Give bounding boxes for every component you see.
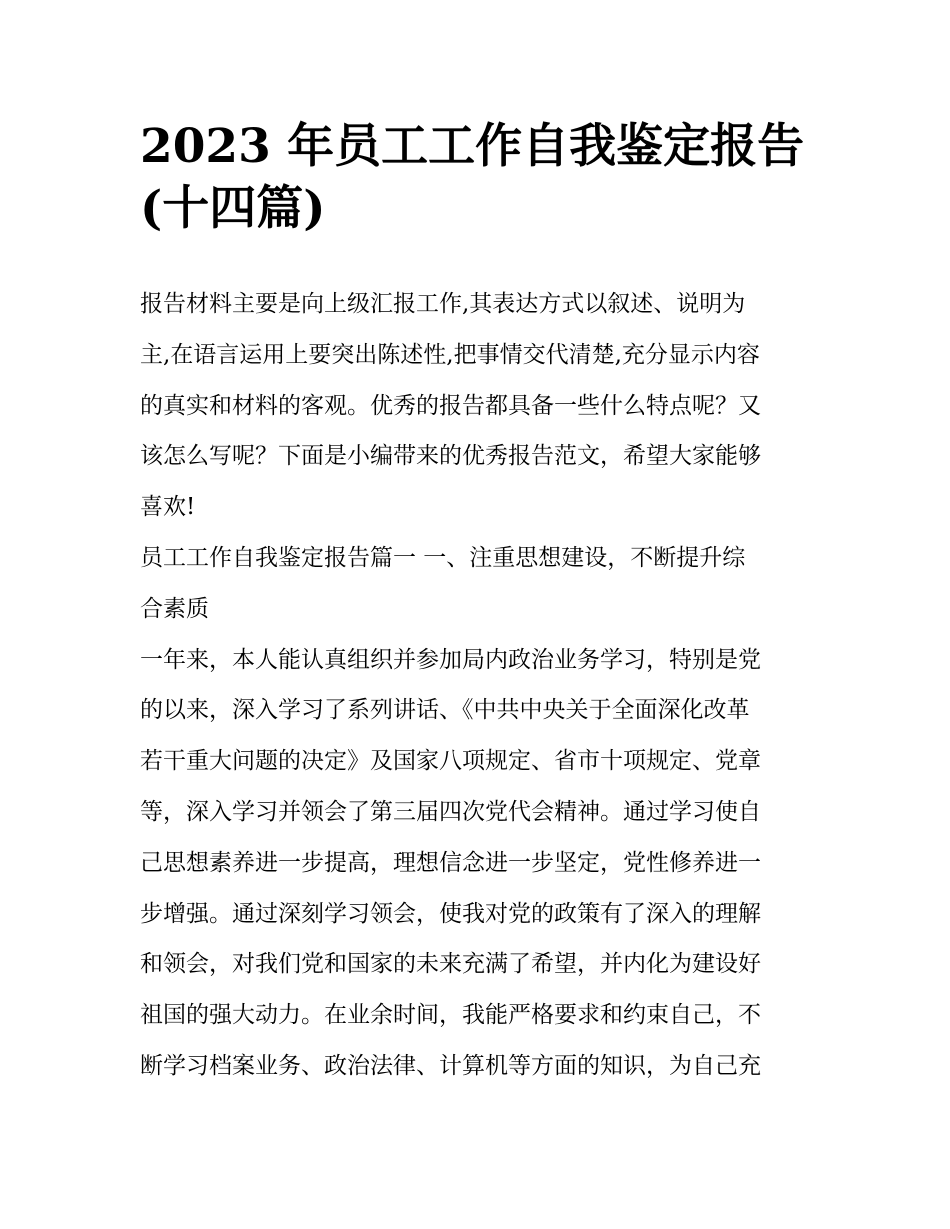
- body-line: 的以来，深入学习了系列讲话、《中共中央关于全面深化改革: [140, 697, 750, 724]
- body-line: 喜欢!: [140, 494, 196, 521]
- section-heading-line: 合素质: [140, 595, 209, 622]
- body-line: 步增强。通过深刻学习领会，使我对党的政策有了深入的理解: [140, 900, 761, 927]
- body-line: 该怎么写呢？下面是小编带来的优秀报告范文，希望大家能够: [140, 443, 761, 470]
- body-line: 祖国的强大动力。在业余时间，我能严格要求和约束自己，不: [140, 1002, 761, 1029]
- body-line: 主,在语言运用上要突出陈述性,把事情交代清楚,充分显示内容: [140, 341, 760, 368]
- body-line: 和领会，对我们党和国家的未来充满了希望，并内化为建设好: [140, 951, 761, 978]
- body-line: 等，深入学习并领会了第三届四次党代会精神。通过学习使自: [140, 798, 761, 825]
- body-line: 的真实和材料的客观。优秀的报告都具备一些什么特点呢？又: [140, 392, 761, 419]
- title-line-1: 2023 年员工工作自我鉴定报告: [140, 119, 805, 174]
- body-line: 一年来，本人能认真组织并参加局内政治业务学习，特别是党: [140, 646, 761, 673]
- body-line: 断学习档案业务、政治法律、计算机等方面的知识，为自己充: [140, 1052, 761, 1079]
- title-line-2: (十四篇): [140, 181, 326, 236]
- section-heading-line: 员工工作自我鉴定报告篇一 一、注重思想建设，不断提升综: [140, 544, 746, 571]
- document-title: [140, 116, 820, 240]
- body-line: 己思想素养进一步提高，理想信念进一步坚定，党性修养进一: [140, 849, 761, 876]
- body-line: 报告材料主要是向上级汇报工作,其表达方式以叙述、说明为: [140, 291, 746, 317]
- document-body: [140, 279, 820, 1092]
- body-line: 若干重大问题的决定》及国家八项规定、省市十项规定、党章: [140, 748, 761, 775]
